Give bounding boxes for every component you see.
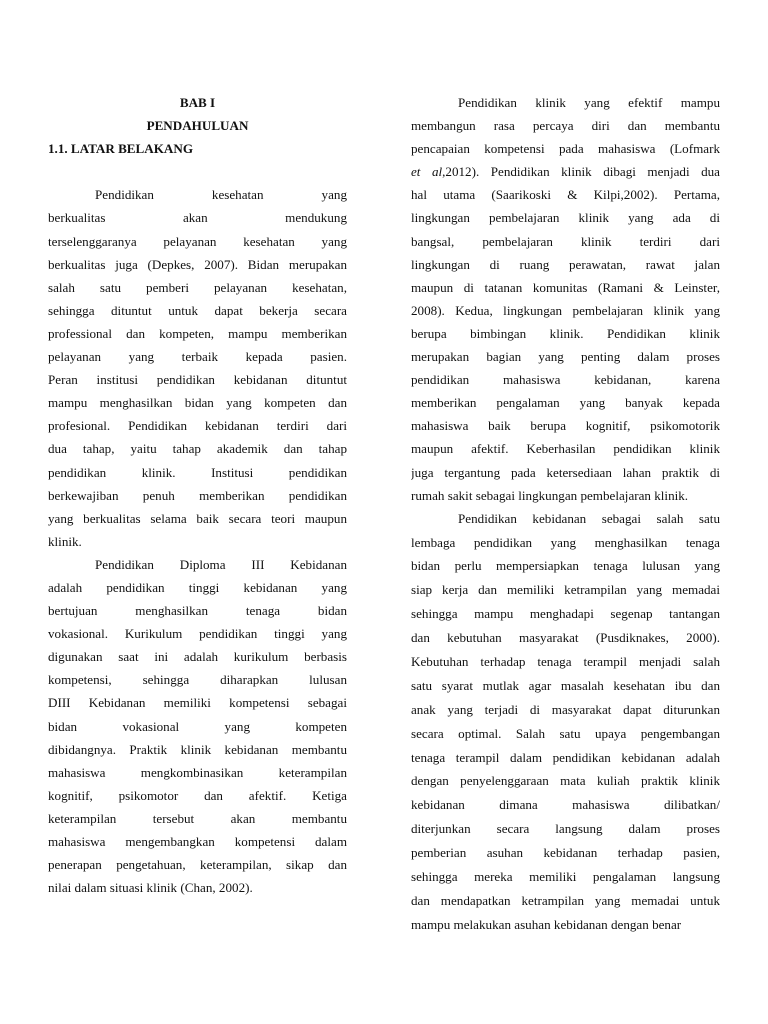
text-line: merupakan bagian yang penting dalam proses (411, 349, 720, 365)
text-line: DIII Kebidanan memiliki kompetensi sebagai (48, 695, 347, 711)
text-line: berkualitas akan mendukung (48, 210, 347, 226)
blank-line (48, 160, 347, 183)
text-line: pendidikan mahasiswa kebidanan, karena (411, 372, 720, 388)
text-line: mahasiswa mengkombinasikan keterampilan (48, 764, 347, 780)
text-line: mahasiswa mengembangkan kompetensi dalam (48, 834, 347, 849)
text-line: bidan vokasional yang kompeten (48, 718, 347, 734)
text-line: berupa bimbingan klinik. Pendidikan klinik (411, 325, 720, 341)
text-line: maupun di tatanan komunitas (Ramani & Leinster, (411, 279, 720, 295)
text-line: professional dan kompeten, mampu memberikan (48, 325, 347, 341)
text-line: dibidangnya. Praktik klinik kebidanan membantu (48, 741, 347, 757)
text-line: lembaga pendidikan yang menghasilkan tenaga (411, 534, 720, 550)
text-line: siap kerja dan memiliki ketrampilan yang memadai (411, 582, 720, 598)
text-line: profesional. Pendidikan kebidanan terdiri dari (48, 418, 347, 434)
text-line: klinik. (48, 533, 82, 549)
right-column (411, 91, 720, 937)
text-line: kompetensi, sehingga diharapkan lulusan (48, 672, 347, 688)
text-line: pendidikan klinik. Institusi pendidikan (48, 464, 347, 480)
text-line: diterjunkan secara langsung dalam proses (411, 821, 720, 837)
text-line: rumah sakit sebagai lingkungan pembelajaran klinik. (411, 487, 689, 503)
text-line: vokasional. Kurikulum pendidikan tinggi yang (48, 626, 347, 642)
text-line: lingkungan di ruang perawatan, rawat jalan (411, 256, 720, 272)
text-line: kebidanan dimana mahasiswa dilibatkan/ (411, 797, 720, 813)
text-line: anak yang terjadi di masyarakat dapat diturunkan (411, 701, 720, 717)
text-line: berkewajiban penuh memberikan pendidikan (48, 487, 347, 503)
text-line: terselenggaranya pelayanan kesehatan yang (48, 233, 347, 249)
left-column (48, 91, 347, 899)
text-line: memberikan pengalaman yang banyak kepada (411, 395, 720, 411)
text-line: adalah pendidikan tinggi kebidanan yang (48, 579, 347, 595)
text-line: Pendidikan Diploma III Kebidanan (95, 556, 347, 572)
text-line: kognitif, psikomotor dan afektif. Ketiga (48, 787, 347, 803)
text-line: mampu menghasilkan bidan yang kompeten dan (48, 395, 347, 411)
section-heading: 1.1. LATAR BELAKANG (48, 141, 194, 157)
text-line: satu syarat mutlak agar masalah kesehatan ibu dan (411, 677, 720, 693)
text-line: juga tergantung pada ketersediaan lahan praktik di (411, 464, 720, 480)
text-line: penerapan pengetahuan, keterampilan, sikap dan (48, 857, 347, 873)
text-line: maupun afektif. Keberhasilan pendidikan klinik (411, 441, 720, 457)
text-line: et al,2012). Pendidikan klinik dibagi menjadi dua (411, 164, 720, 180)
text-line: Pendidikan klinik yang efektif mampu (458, 95, 720, 110)
text-line: bidan perlu mempersiapkan tenaga lulusan yang (411, 558, 720, 574)
text-line: Pendidikan kesehatan yang (95, 187, 347, 203)
text-line: bertujuan menghasilkan tenaga bidan (48, 603, 347, 619)
text-line: secara optimal. Salah satu upaya pengembangan (411, 725, 720, 741)
text-line: berkualitas juga (Depkes, 2007). Bidan merupakan (48, 256, 347, 272)
text-line: Peran institusi pendidikan kebidanan dituntut (48, 372, 347, 388)
text-line: sehingga mereka memiliki pengalaman langsung (411, 869, 720, 885)
text-line: lingkungan pembelajaran klinik yang ada di (411, 210, 720, 226)
text-line: mahasiswa baik berupa kognitif, psikomotorik (411, 418, 720, 434)
text-line: salah satu pemberi pelayanan kesehatan, (48, 279, 347, 295)
text-line: dan mendapatkan ketrampilan yang memadai untuk (411, 892, 720, 908)
text-line: hal utama (Saarikoski & Kilpi,2002). Pertama, (411, 187, 720, 203)
text-line: dan kebutuhan masyarakat (Pusdiknakes, 2000). (411, 630, 720, 646)
text-line: dengan penyelenggaraan mata kuliah praktik klinik (411, 773, 720, 789)
left-paragraph-1 (48, 183, 347, 553)
chapter-number: BAB I (179, 95, 216, 110)
text-line: sehingga mampu menghadapi segenap tantangan (411, 606, 720, 622)
text-line: sehingga dituntut untuk dapat bekerja secara (48, 302, 347, 318)
chapter-title: PENDAHULUAN (146, 118, 249, 134)
text-line: bangsal, pembelajaran klinik terdiri dari (411, 233, 720, 249)
text-line: membangun rasa percaya diri dan membantu (411, 118, 720, 134)
text-line: 2008). Kedua, lingkungan pembelajaran klinik yang (411, 302, 720, 318)
text-line: dua tahap, yaitu tahap akademik dan tahap (48, 441, 347, 457)
text-line: keterampilan tersebut akan membantu (48, 810, 347, 826)
text-line: tenaga terampil dalam pendidikan kebidanan adalah (411, 749, 720, 765)
text-line: pemberian asuhan kebidanan terhadap pasien, (411, 845, 720, 861)
left-paragraph-2 (48, 553, 347, 899)
text-line: Kebutuhan terhadap tenaga terampil menjadi salah (411, 654, 720, 670)
text-line: mampu melakukan asuhan kebidanan dengan benar (411, 916, 682, 932)
text-line: pelayanan yang terbaik kepada pasien. (48, 349, 347, 365)
right-paragraph-1 (411, 91, 720, 507)
text-line: nilai dalam situasi klinik (Chan, 2002). (48, 880, 253, 896)
text-line: Pendidikan kebidanan sebagai salah satu (458, 510, 720, 526)
text-line: digunakan saat ini adalah kurikulum berbasis (48, 649, 347, 665)
text-line: pencapaian kompetensi pada mahasiswa (Lofmark (411, 141, 720, 157)
right-paragraph-2 (411, 507, 720, 937)
text-line: yang berkualitas selama baik secara teori maupun (48, 510, 347, 526)
